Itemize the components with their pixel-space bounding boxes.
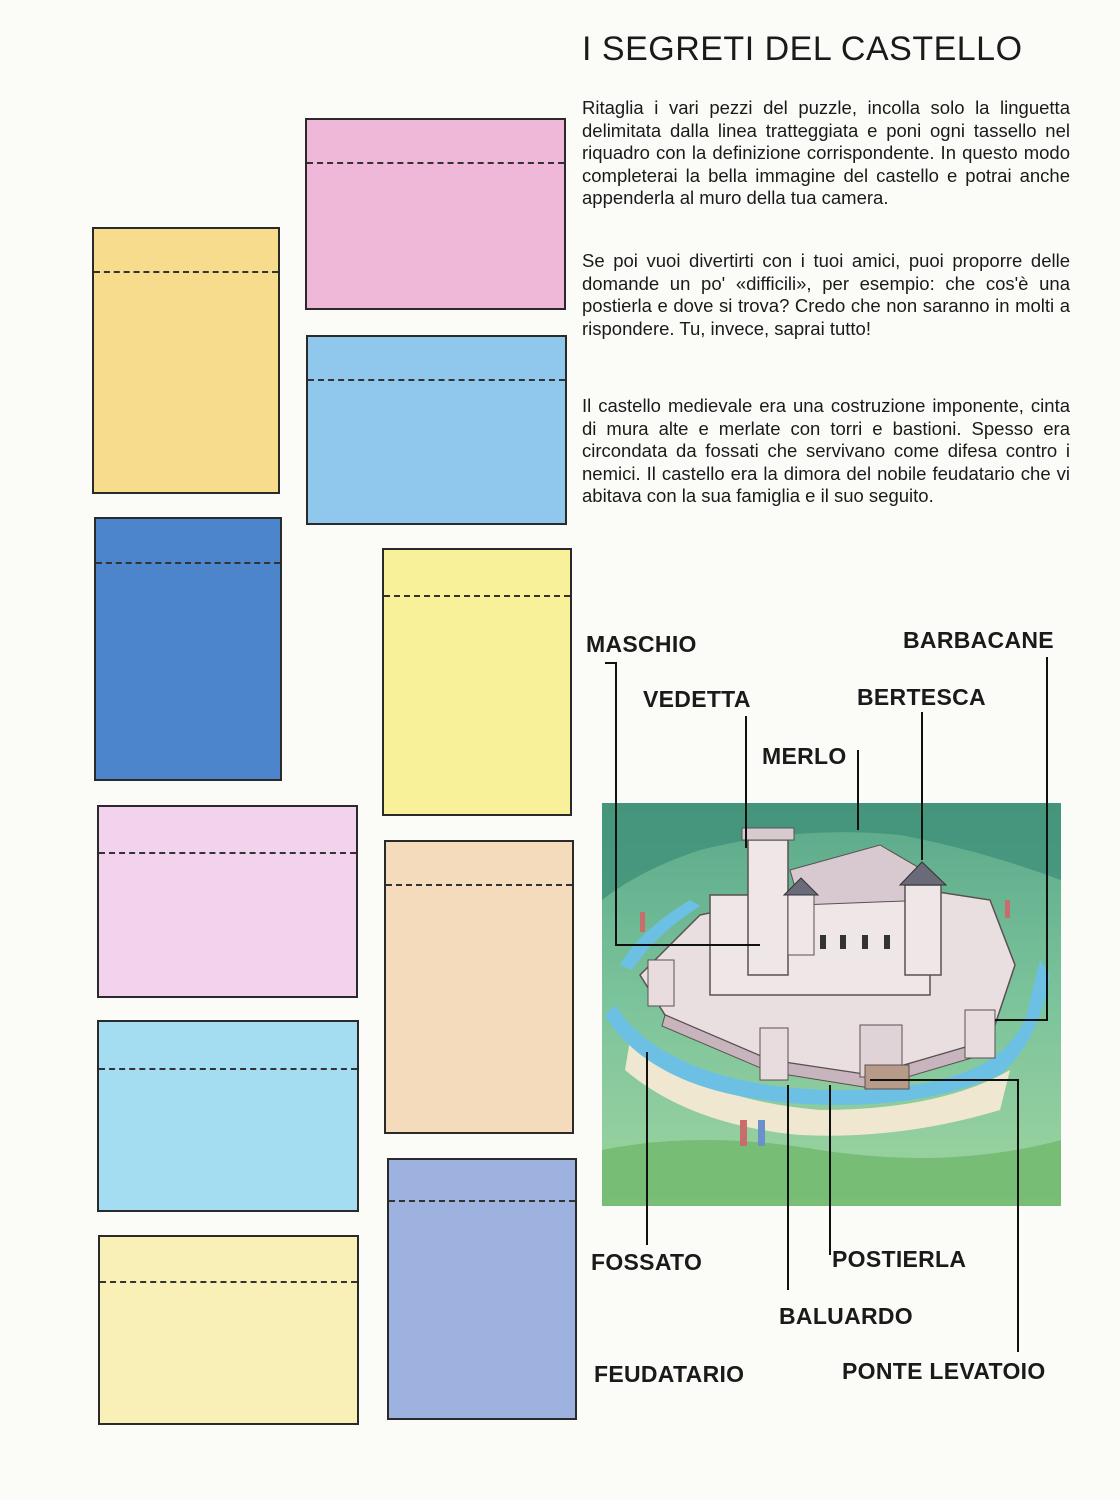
label-maschio: MASCHIO bbox=[586, 631, 697, 657]
label-merlo: MERLO bbox=[762, 743, 847, 769]
label-baluardo: BALUARDO bbox=[779, 1303, 913, 1329]
friends-paragraph: Se poi vuoi divertirti con i tuoi amici, puoi proporre delle domande un po' «difficili», per esempio: che cos'è una postierla e dove si trova? Credo che non saranno in molti a rispondere. Tu, invece, saprai tutto! bbox=[582, 250, 1070, 339]
label-bertesca: BERTESCA bbox=[857, 684, 986, 710]
label-feudatario: FEUDATARIO bbox=[594, 1361, 745, 1387]
page-title: I SEGRETI DEL CASTELLO bbox=[582, 30, 1023, 68]
label-vedetta: VEDETTA bbox=[643, 686, 751, 712]
label-barbacane: BARBACANE bbox=[903, 627, 1054, 653]
castle-paragraph: Il castello medievale era una costruzione imponente, cinta di mura alte e merlate con torri e bastioni. Spesso era circondata da fossati che servivano come difesa contro i nemici. Il castello era la dimora del nobile feudatario che vi abitava con la sua famiglia e il suo seguito. bbox=[582, 395, 1070, 506]
label-postierla: POSTIERLA bbox=[832, 1246, 967, 1272]
intro-paragraph: Ritaglia i vari pezzi del puzzle, incolla solo la linguetta delimitata dalla linea tratteggiata e poni ogni tassello nel riquadro con la definizione corrispondente. In questo modo completerai la bella immagine del castello e potrai anche appenderla al muro della tua camera. bbox=[582, 97, 1070, 208]
label-fossato: FOSSATO bbox=[591, 1249, 703, 1275]
label-ponte-levatoio: PONTE LEVATOIO bbox=[842, 1358, 1046, 1384]
